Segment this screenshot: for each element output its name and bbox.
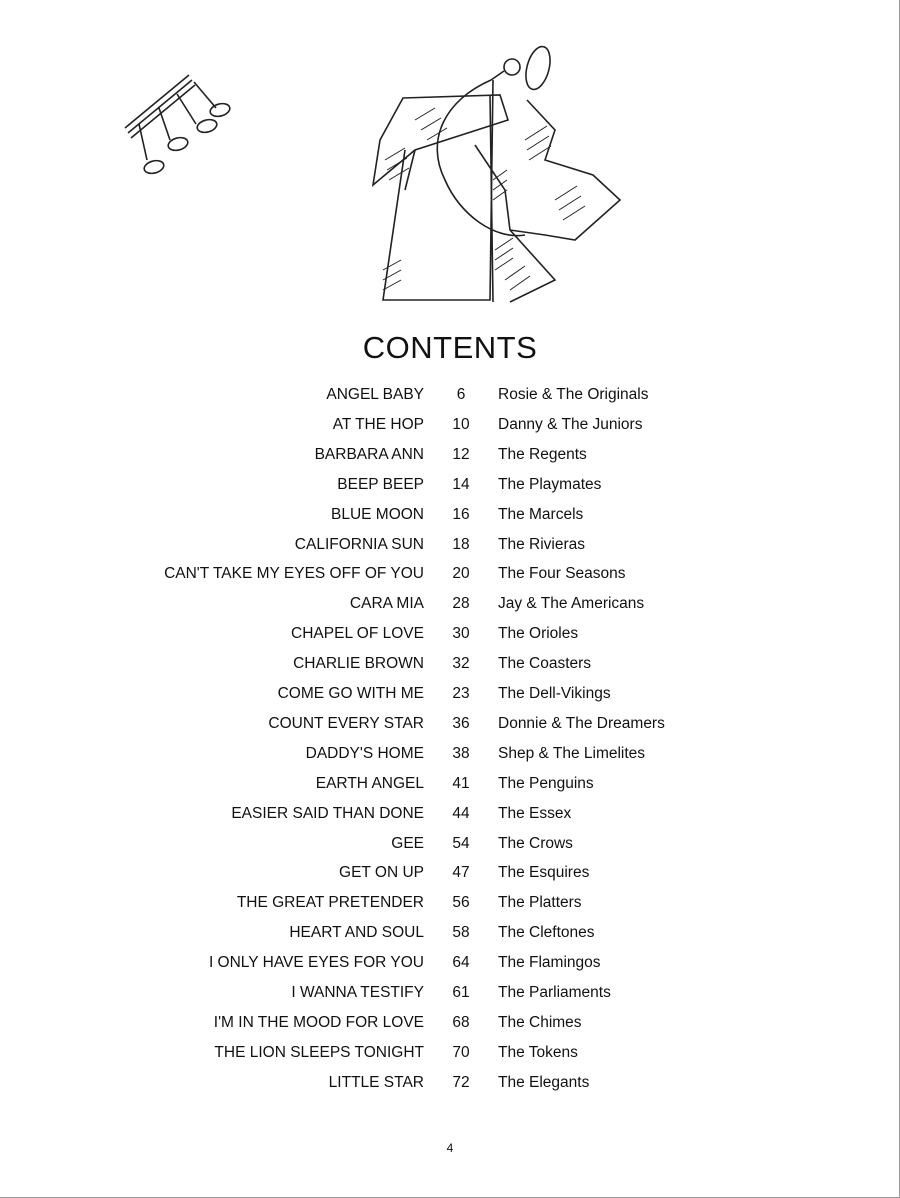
song-page-number: 28 [452,595,470,613]
song-page-number: 16 [452,505,470,523]
toc-entry [0,679,900,709]
song-artist: Rosie & The Originals [498,386,649,403]
song-artist: Shep & The Limelites [498,744,646,762]
song-page-number: 68 [452,1013,470,1031]
toc-entry [0,589,900,619]
toc-entry [0,410,900,440]
toc-entry [0,470,900,500]
song-page-number: 64 [452,954,470,972]
song-page-number: 38 [452,744,470,762]
song-title: THE GREAT PRETENDER [236,894,424,912]
toc-entry [0,799,900,829]
toc-entry [0,530,900,560]
song-title: GET ON UP [339,864,424,882]
toc-entry [0,649,900,679]
song-page-number: 70 [452,1043,470,1061]
song-artist: The Flamingos [498,954,601,972]
song-title: CAN'T TAKE MY EYES OFF OF YOU [164,565,424,583]
song-title: CARA MIA [349,595,424,613]
song-title: ANGEL BABY [326,386,424,403]
song-title: EARTH ANGEL [315,774,424,792]
toc-entry [0,978,900,1008]
song-page-number: 20 [452,565,470,583]
toc-entry [0,1038,900,1068]
song-page-number: 30 [452,625,470,643]
song-artist: The Essex [498,804,572,822]
toc-entry [0,739,900,769]
song-title: CALIFORNIA SUN [294,535,424,553]
toc-entry [0,888,900,918]
toc-entry [0,619,900,649]
song-artist: The Marcels [498,505,584,523]
song-page-number: 58 [452,924,470,942]
toc-entry [0,440,900,470]
song-artist: The Crows [498,834,573,852]
song-artist: Donnie & The Dreamers [498,714,665,732]
toc-entry [0,948,900,978]
singer-illustration [115,40,635,310]
song-title: BEEP BEEP [337,475,424,493]
song-page-number: 36 [452,714,470,732]
song-artist: The Parliaments [498,984,611,1001]
song-artist: The Four Seasons [498,565,626,583]
song-page-number: 56 [452,894,470,912]
song-artist: The Cleftones [498,924,595,942]
toc-entry [0,918,900,948]
song-page-number: 54 [452,834,470,852]
song-page-number: 41 [452,774,470,792]
song-page-number: 12 [452,445,470,463]
song-title: AT THE HOP [332,415,424,433]
song-title: BLUE MOON [330,505,424,523]
toc-entry [0,500,900,530]
song-title: GEE [391,834,424,852]
song-artist: The Coasters [498,655,592,673]
song-artist: The Esquires [498,864,590,882]
page-number: 4 [446,1141,454,1155]
toc-entry [0,559,900,589]
song-page-number: 6 [456,386,466,403]
song-artist: The Dell-Vikings [498,685,611,702]
song-title: DADDY'S HOME [305,744,424,762]
song-artist: The Tokens [498,1043,578,1061]
song-page-number: 23 [452,685,470,702]
song-artist: The Penguins [498,774,594,792]
song-title: LITTLE STAR [328,1073,424,1091]
song-title: I WANNA TESTIFY [291,984,424,1001]
song-title: COUNT EVERY STAR [268,714,424,732]
song-artist: Danny & The Juniors [498,415,643,433]
page-title: CONTENTS [362,330,538,365]
toc-entry [0,380,900,410]
song-artist: The Rivieras [498,535,585,553]
song-title: EASIER SAID THAN DONE [231,804,424,822]
song-artist: The Orioles [498,625,579,643]
song-page-number: 47 [452,864,470,882]
toc-entry [0,769,900,799]
song-artist: The Regents [498,445,587,463]
song-title: CHAPEL OF LOVE [291,625,424,643]
toc-entry [0,1008,900,1038]
song-page-number: 14 [452,475,470,493]
song-title: THE LION SLEEPS TONIGHT [214,1043,424,1061]
song-title: I'M IN THE MOOD FOR LOVE [213,1013,424,1031]
song-page-number: 61 [452,984,470,1001]
song-page-number: 44 [452,804,470,822]
toc-entry [0,858,900,888]
toc-entry [0,1068,900,1098]
song-artist: The Platters [498,894,582,912]
song-title: BARBARA ANN [314,445,424,463]
music-notes-icon [125,75,231,175]
toc-entry [0,829,900,859]
song-artist: The Chimes [498,1013,582,1031]
song-title: I ONLY HAVE EYES FOR YOU [208,954,424,972]
song-title: CHARLIE BROWN [293,655,424,673]
song-page-number: 18 [452,535,470,553]
toc-entry [0,709,900,739]
song-page-number: 32 [452,655,470,673]
song-title: COME GO WITH ME [277,685,424,702]
song-page-number: 10 [452,415,470,433]
song-artist: The Playmates [498,475,602,493]
song-page-number: 72 [452,1073,470,1091]
song-artist: The Elegants [498,1073,590,1091]
singer-figure-icon [373,44,620,302]
song-title: HEART AND SOUL [289,924,424,942]
song-artist: Jay & The Americans [498,595,645,613]
